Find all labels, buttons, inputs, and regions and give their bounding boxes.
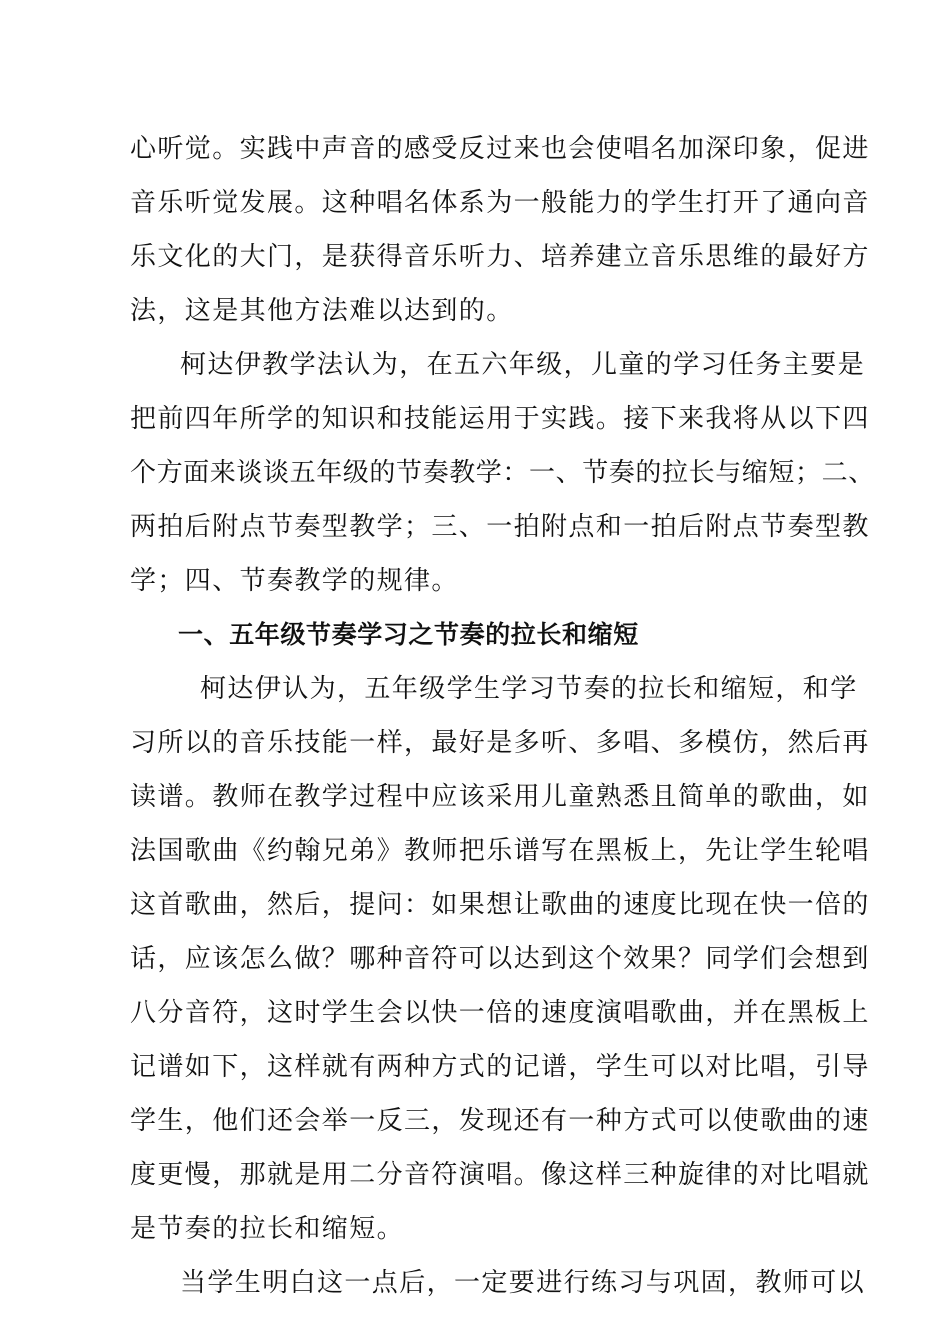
body-text-line: 话，应该怎么做？哪种音符可以达到这个效果？同学们会想到 xyxy=(130,944,870,974)
body-text-line: 八分音符，这时学生会以快一倍的速度演唱歌曲，并在黑板上 xyxy=(130,998,870,1028)
body-text-line: 乐文化的大门，是获得音乐听力、培养建立音乐思维的最好方 xyxy=(130,242,870,272)
section-heading: 一、五年级节奏学习之节奏的拉长和缩短 xyxy=(178,620,639,649)
body-text-line: 心听觉。实践中声音的感受反过来也会使唱名加深印象，促进 xyxy=(130,134,870,164)
body-text-line: 读谱。教师在教学过程中应该采用儿童熟悉且简单的歌曲，如 xyxy=(130,782,870,812)
body-text-line: 法国歌曲《约翰兄弟》教师把乐谱写在黑板上，先让学生轮唱 xyxy=(130,836,870,866)
body-text-line: 度更慢，那就是用二分音符演唱。像这样三种旋律的对比唱就 xyxy=(130,1160,870,1190)
body-text-line: 个方面来谈谈五年级的节奏教学：一、节奏的拉长与缩短；二、 xyxy=(130,458,875,488)
body-text-line: 两拍后附点节奏型教学；三、一拍附点和一拍后附点节奏型教 xyxy=(130,512,870,542)
paragraph-first-line: 当学生明白这一点后，一定要进行练习与巩固，教师可以 xyxy=(180,1268,866,1298)
body-text-line: 是节奏的拉长和缩短。 xyxy=(130,1214,405,1244)
paragraph-first-line: 柯达伊认为，五年级学生学习节奏的拉长和缩短，和学 xyxy=(200,674,858,704)
body-text-line: 音乐听觉发展。这种唱名体系为一般能力的学生打开了通向音 xyxy=(130,188,870,218)
body-text-line: 记谱如下，这样就有两种方式的记谱，学生可以对比唱，引导 xyxy=(130,1052,870,1082)
body-text-line: 把前四年所学的知识和技能运用于实践。接下来我将从以下四 xyxy=(130,404,870,434)
paragraph-first-line: 柯达伊教学法认为，在五六年级，儿童的学习任务主要是 xyxy=(180,350,866,380)
body-text-line: 习所以的音乐技能一样，最好是多听、多唱、多模仿，然后再 xyxy=(130,728,870,758)
body-text-line: 这首歌曲，然后，提问：如果想让歌曲的速度比现在快一倍的 xyxy=(130,890,870,920)
body-text-line: 学生，他们还会举一反三，发现还有一种方式可以使歌曲的速 xyxy=(130,1106,870,1136)
body-text-line: 学；四、节奏教学的规律。 xyxy=(130,566,459,596)
body-text-line: 法，这是其他方法难以达到的。 xyxy=(130,296,514,326)
